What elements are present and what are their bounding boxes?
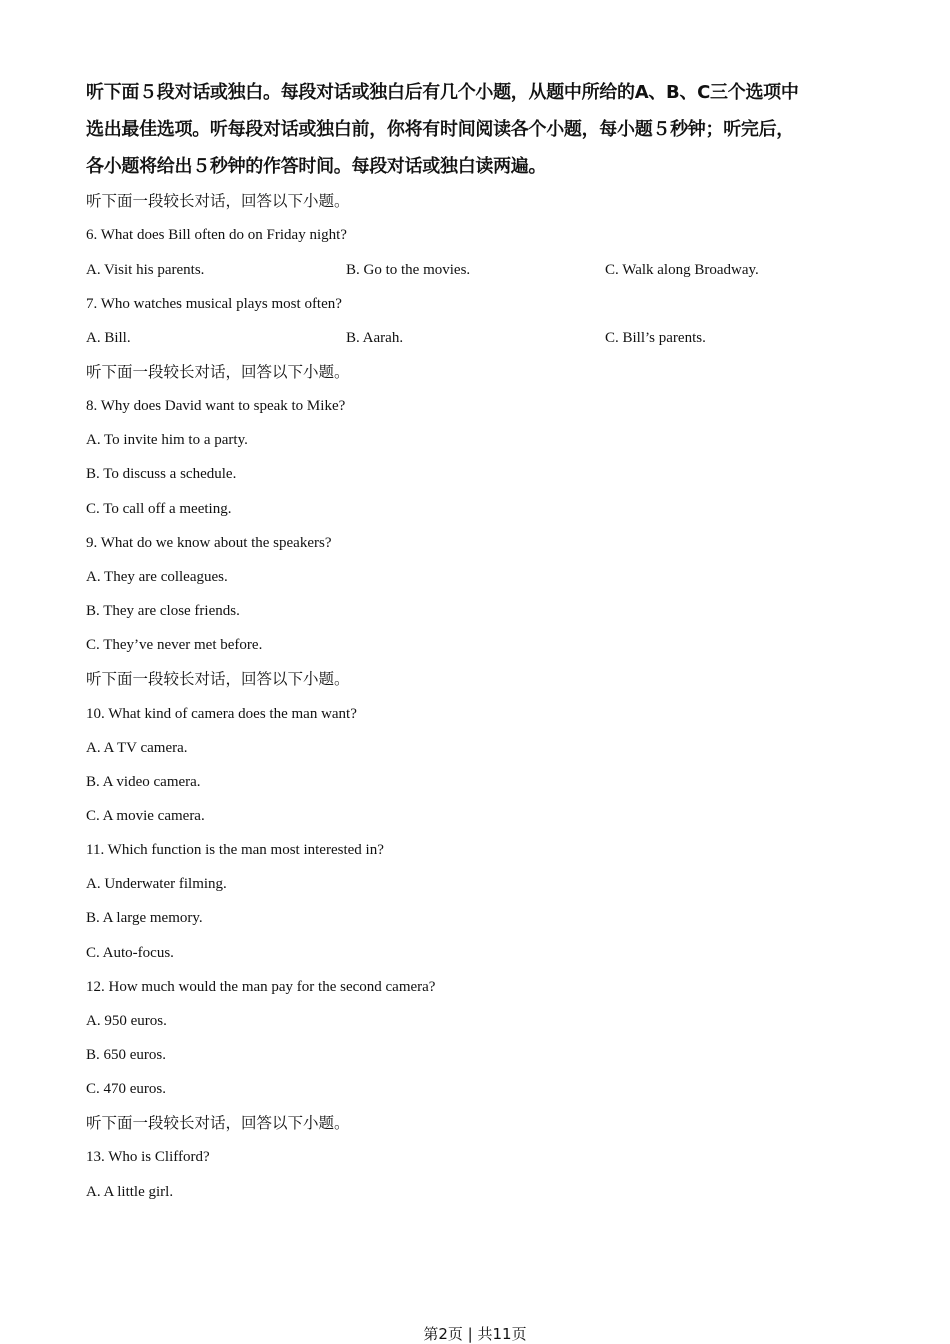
option-a: A. Bill.: [86, 330, 131, 346]
instructions-line-2: 选出最佳选项。听每段对话或独白前，你将有时间阅读各个小题，每小题５秒钟；听完后，: [86, 119, 794, 140]
dialogue-heading: 听下面一段较长对话，回答以下小题。: [86, 363, 350, 381]
question-9-stem: 9. What do we know about the speakers?: [86, 535, 332, 551]
option-c: C. Walk along Broadway.: [605, 262, 759, 278]
option-c: C. Bill’s parents.: [605, 330, 706, 346]
section-instructions: [86, 74, 866, 185]
question-8-stem: 8. Why does David want to speak to Mike?: [86, 398, 346, 414]
question-11-stem: 11. Which function is the man most interested in?: [86, 842, 384, 858]
question-13-stem: 13. Who is Clifford?: [86, 1149, 210, 1165]
question-7-options: [86, 328, 866, 348]
instructions-line-1: 听下面５段对话或独白。每段对话或独白后有几个小题，从题中所给的A、B、C三个选项中: [86, 82, 799, 103]
option-a: A. To invite him to a party.: [86, 432, 248, 448]
question-12-stem: 12. How much would the man pay for the second camera?: [86, 979, 436, 995]
option-a: A. They are colleagues.: [86, 569, 228, 585]
dialogue-heading: 听下面一段较长对话，回答以下小题。: [86, 670, 350, 688]
option-c: C. They’ve never met before.: [86, 637, 263, 653]
option-b: B. 650 euros.: [86, 1047, 166, 1063]
question-6-stem: 6. What does Bill often do on Friday night?: [86, 227, 347, 243]
option-c: C. Auto-focus.: [86, 945, 174, 961]
option-c: C. 470 euros.: [86, 1081, 166, 1097]
question-7-stem: 7. Who watches musical plays most often?: [86, 296, 342, 312]
option-a: A. 950 euros.: [86, 1013, 167, 1029]
question-6-options: [86, 260, 866, 280]
dialogue-heading: 听下面一段较长对话，回答以下小题。: [86, 192, 350, 210]
option-a: A. Underwater filming.: [86, 876, 227, 892]
option-b: B. A large memory.: [86, 910, 203, 926]
option-a: A. A TV camera.: [86, 740, 188, 756]
option-b: B. To discuss a schedule.: [86, 466, 237, 482]
option-a: A. A little girl.: [86, 1184, 174, 1200]
option-c: C. To call off a meeting.: [86, 501, 232, 517]
instructions-line-3: 各小题将给出５秒钟的作答时间。每段对话或独白读两遍。: [86, 156, 547, 177]
dialogue-heading: 听下面一段较长对话，回答以下小题。: [86, 1114, 350, 1132]
option-b: B. Aarah.: [346, 330, 404, 346]
option-b: B. A video camera.: [86, 774, 201, 790]
option-c: C. A movie camera.: [86, 808, 205, 824]
option-b: B. Go to the movies.: [346, 262, 471, 278]
page-footer: 第2页 | 共11页: [423, 1325, 527, 1343]
option-b: B. They are close friends.: [86, 603, 240, 619]
question-10-stem: 10. What kind of camera does the man want?: [86, 706, 357, 722]
option-a: A. Visit his parents.: [86, 262, 205, 278]
